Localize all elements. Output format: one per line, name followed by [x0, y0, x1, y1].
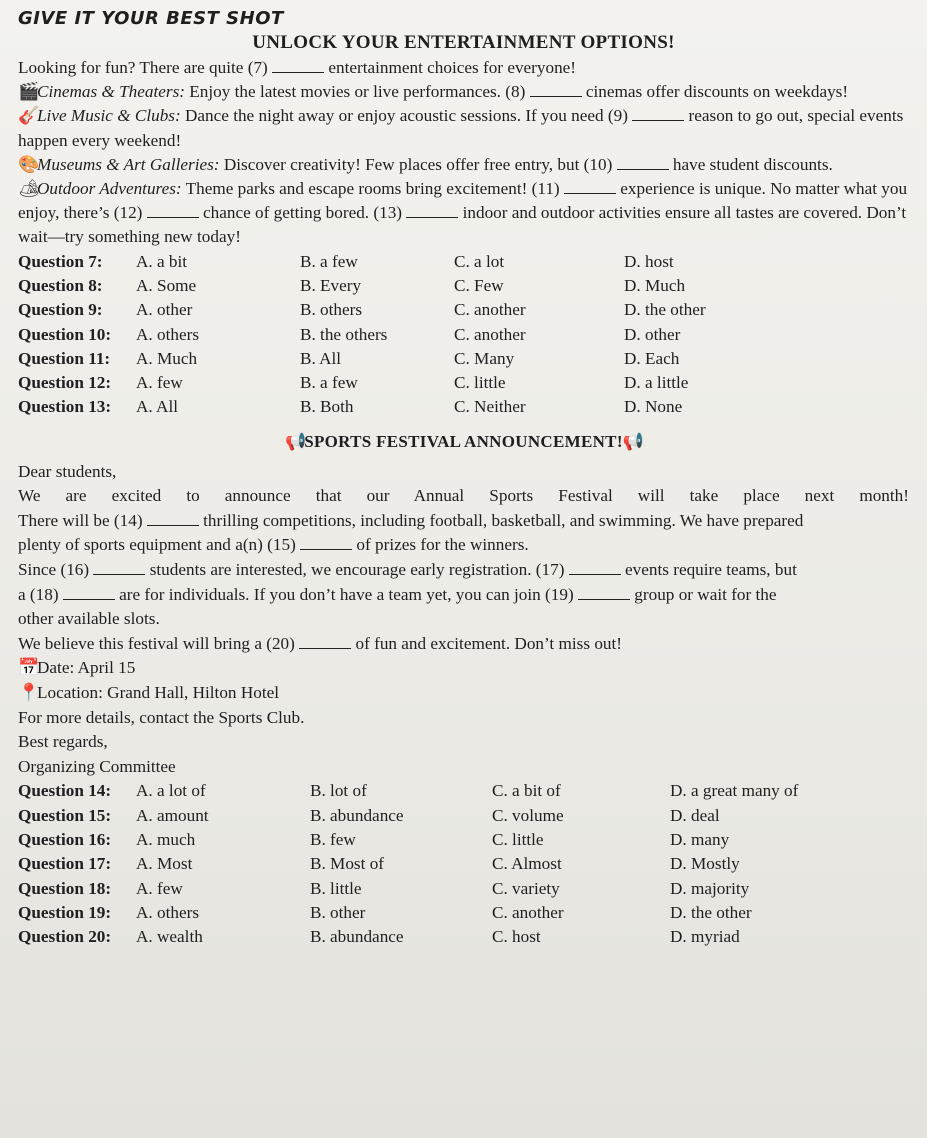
option-d[interactable]: D. many: [670, 830, 730, 850]
regards: Best regards,: [18, 732, 108, 752]
megaphone-icon: 📢: [622, 431, 645, 451]
option-c[interactable]: C. Almost: [492, 854, 562, 874]
option-b[interactable]: B. the others: [300, 324, 388, 344]
option-a[interactable]: A. others: [136, 324, 200, 344]
question-list-1: [18, 250, 909, 420]
option-d[interactable]: D. Mostly: [670, 854, 740, 874]
location-pin-icon: 📍: [18, 683, 40, 703]
option-c[interactable]: C. little: [454, 373, 506, 393]
calendar-icon: 📅: [18, 658, 40, 678]
option-b[interactable]: B. a few: [300, 251, 358, 271]
option-a[interactable]: A. Most: [136, 854, 193, 874]
option-b[interactable]: B. Most of: [310, 854, 385, 874]
option-c[interactable]: C. Few: [454, 275, 504, 295]
option-b[interactable]: B. abundance: [310, 927, 404, 947]
option-c[interactable]: C. variety: [492, 878, 560, 898]
option-b[interactable]: B. Both: [300, 397, 354, 417]
option-c[interactable]: C. Neither: [454, 397, 526, 417]
option-d[interactable]: D. Much: [624, 275, 686, 295]
option-d[interactable]: D. the other: [670, 902, 752, 922]
blank-14: [147, 511, 199, 526]
option-c[interactable]: C. little: [492, 830, 544, 850]
option-d[interactable]: D. deal: [670, 805, 720, 825]
blank-13: [406, 203, 458, 218]
option-a[interactable]: A. other: [136, 300, 193, 320]
tent-icon: 🏕: [18, 179, 40, 199]
blank-17: [569, 560, 621, 575]
option-c[interactable]: C. host: [492, 927, 541, 947]
option-a[interactable]: A. few: [136, 373, 183, 393]
question-row: Question 14: A. a lot of B. lot of C. a bit of D. a great many of: [18, 779, 909, 803]
blank-8: [530, 82, 582, 97]
option-b[interactable]: B. other: [310, 902, 366, 922]
cinemas-para: 🎬Cinemas & Theaters: Enjoy the latest movies or live performances. (8) cinemas offer discounts on weekdays!: [18, 80, 909, 104]
palette-icon: 🎨: [18, 154, 40, 174]
blank-18: [63, 585, 115, 600]
signoff: Organizing Committee: [18, 756, 176, 776]
option-a[interactable]: A. a lot of: [136, 781, 206, 801]
question-row: Question 8: A. Some B. Every C. Few D. Much: [18, 274, 909, 298]
question-row: Question 12: A. few B. a few C. little D. a little: [18, 371, 909, 395]
option-d[interactable]: D. Each: [624, 348, 680, 368]
letter-line: Since (16) students are interested, we encourage early registration. (17) events require teams, but: [18, 560, 797, 580]
option-a[interactable]: A. wealth: [136, 927, 203, 947]
script-title: GIVE IT YOUR BEST SHOT: [18, 8, 284, 29]
music-para: 🎸Live Music & Clubs: Dance the night away or enjoy acoustic sessions. If you need (9) reason to go out, special events happen every weekend!: [18, 106, 904, 150]
option-b[interactable]: B. abundance: [310, 805, 404, 825]
blank-16: [93, 560, 145, 575]
greeting: Dear students,: [18, 461, 117, 481]
event-location: 📍Location: Grand Hall, Hilton Hotel: [18, 681, 909, 706]
option-c[interactable]: C. another: [454, 300, 526, 320]
option-b[interactable]: B. little: [310, 878, 362, 898]
option-c[interactable]: C. another: [492, 902, 564, 922]
letter-line: plenty of sports equipment and a(n) (15) of prizes for the winners.: [18, 535, 529, 555]
option-d[interactable]: D. other: [624, 324, 681, 344]
option-d[interactable]: D. myriad: [670, 927, 740, 947]
blank-15: [300, 535, 352, 550]
event-date: 📅Date: April 15: [18, 656, 909, 681]
option-d[interactable]: D. majority: [670, 878, 750, 898]
question-row: Question 10: A. others B. the others C. another D. other: [18, 323, 909, 347]
question-row: Question 17: A. Most B. Most of C. Almost D. Mostly: [18, 852, 909, 876]
option-c[interactable]: C. Many: [454, 348, 515, 368]
blank-10: [617, 155, 669, 170]
letter-line: We believe this festival will bring a (20) of fun and excitement. Don’t miss out!: [18, 633, 622, 653]
option-d[interactable]: D. None: [624, 397, 683, 417]
blank-12: [147, 203, 199, 218]
option-a[interactable]: A. few: [136, 878, 183, 898]
question-row: Question 20: A. wealth B. abundance C. host D. myriad: [18, 925, 909, 949]
option-a[interactable]: A. much: [136, 830, 196, 850]
blank-20: [299, 634, 351, 649]
section-title: 📢SPORTS FESTIVAL ANNOUNCEMENT!📢: [285, 431, 645, 451]
option-a[interactable]: A. amount: [136, 805, 209, 825]
guitar-icon: 🎸: [18, 106, 40, 126]
option-d[interactable]: D. the other: [624, 300, 706, 320]
option-b[interactable]: B. All: [300, 348, 342, 368]
option-b[interactable]: B. a few: [300, 373, 358, 393]
contact-line: For more details, contact the Sports Club.: [18, 707, 305, 727]
question-row: Question 13: A. All B. Both C. Neither D. None: [18, 395, 909, 419]
option-d[interactable]: D. a little: [624, 373, 689, 393]
option-a[interactable]: A. others: [136, 902, 200, 922]
question-row: Question 11: A. Much B. All C. Many D. Each: [18, 347, 909, 371]
blank-11: [564, 179, 616, 194]
option-b[interactable]: B. few: [310, 830, 356, 850]
option-a[interactable]: A. a bit: [136, 251, 188, 271]
question-row: Question 15: A. amount B. abundance C. volume D. deal: [18, 804, 909, 828]
option-a[interactable]: A. Some: [136, 275, 197, 295]
option-b[interactable]: B. others: [300, 300, 363, 320]
option-c[interactable]: C. a lot: [454, 251, 505, 271]
question-row: Question 7: A. a bit B. a few C. a lot D. host: [18, 250, 909, 274]
blank-9: [632, 106, 684, 121]
letter-line: other available slots.: [18, 609, 160, 629]
option-d[interactable]: D. a great many of: [670, 781, 799, 801]
question-row: Question 19: A. others B. other C. another D. the other: [18, 901, 909, 925]
letter-line: We are excited to announce that our Annual Sports Festival will take place next month!: [18, 486, 909, 506]
option-c[interactable]: C. another: [454, 324, 526, 344]
page-title: UNLOCK YOUR ENTERTAINMENT OPTIONS!: [252, 32, 675, 53]
megaphone-icon: 📢: [285, 431, 307, 451]
option-a[interactable]: A. Much: [136, 348, 198, 368]
option-b[interactable]: B. lot of: [310, 781, 367, 801]
question-list-2: [18, 779, 909, 949]
blank-19: [578, 585, 630, 600]
question-row: Question 18: A. few B. little C. variety D. majority: [18, 877, 909, 901]
question-row: Question 16: A. much B. few C. little D. many: [18, 828, 909, 852]
museums-para: 🎨Museums & Art Galleries: Discover creativity! Few places offer free entry, but (10) have student discounts.: [18, 153, 909, 177]
blank-7: [272, 58, 324, 73]
letter-line: a (18) are for individuals. If you don’t have a team yet, you can join (19) group or wait for the: [18, 584, 777, 604]
option-d[interactable]: D. host: [624, 251, 674, 271]
question-row: Question 9: A. other B. others C. another D. the other: [18, 298, 909, 322]
option-c[interactable]: C. a bit of: [492, 781, 561, 801]
option-a[interactable]: A. All: [136, 397, 179, 417]
intro-line: Looking for fun? There are quite (7) entertainment choices for everyone!: [18, 58, 577, 77]
outdoor-para: 🏕Outdoor Adventures: Theme parks and escape rooms bring excitement! (11) experience is unique. No matter what you enjoy, there’s (12) chance of getting bored. (13) indoor and outdoor activities ensure all tastes are covered. Don’t wait—try something new today!: [18, 179, 908, 247]
letter-line: There will be (14) thrilling competitions, including football, basketball, and swimming. We have prepared: [18, 510, 804, 530]
option-c[interactable]: C. volume: [492, 805, 564, 825]
passage-1: [18, 56, 909, 250]
announcement-letter: [18, 460, 909, 780]
option-b[interactable]: B. Every: [300, 275, 362, 295]
film-clapper-icon: 🎬: [18, 82, 40, 102]
